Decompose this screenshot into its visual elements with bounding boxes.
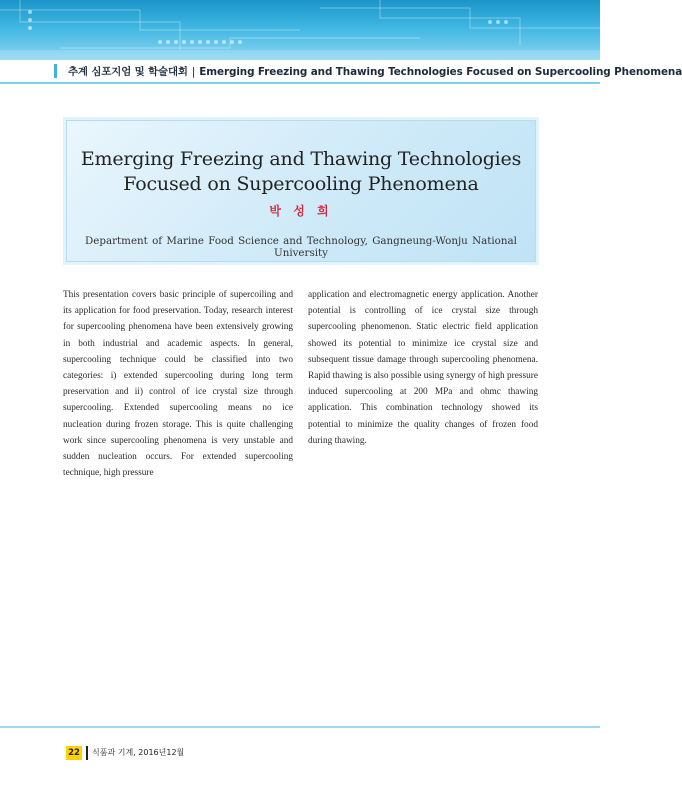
header-section-english: Emerging Freezing and Thawing Technologies Focused on Supercooling Phenomena [199, 66, 682, 78]
page-number: 22 [66, 746, 82, 760]
footer-divider [0, 726, 600, 728]
article-title [67, 147, 535, 197]
banner-pattern-graphic [0, 0, 600, 60]
running-header [68, 63, 682, 78]
author-affiliation: Department of Marine Food Science and Technology, Gangneung-Wonju National University [85, 235, 517, 259]
header-banner [0, 0, 600, 60]
header-separator: | [191, 66, 196, 78]
body-column-left: This presentation covers basic principle of supercoiling and its application for food preservation. Today, research interest for supercooling phenomena have been extensively growing in both industrial and academic aspects. In general, supercooling technique could be classified into two categories: i) extended supercooling during long term preservation and ii) control of ice crystal size through supercooling. Extended supercooling means no ice nucleation during frozen storage. This is quite challenging work since supercooling phenomena is very unstable and sudden nucleation occurs. For extended supercooling technique, high pressure [63, 290, 293, 479]
body-column-right: application and electromagnetic energy application. Another potential is controlling of ice crystal size through supercooling phenomenon. Static electric field application showed its potential to minimize ice crystal size and subsequent tissue damage through supercooling phenomena. Rapid thawing is also possible using synergy of high pressure induced supercooling at 200 MPa and ohmc thawing application. This combination technology showed its potential to minimize the quality changes of frozen food during thawing. [308, 290, 538, 446]
journal-info: 식품과 기계, 2016년12월 [92, 748, 185, 757]
title-line-1: Emerging Freezing and Thawing Technologies [80, 148, 522, 170]
title-box [66, 120, 536, 262]
author-name: 박 성 희 [269, 204, 333, 218]
header-section-korean: 추계 심포지엄 및 학술대회 [68, 66, 188, 78]
footer-separator [86, 746, 88, 760]
title-line-2: Focused on Supercooling Phenomena [123, 173, 479, 195]
header-accent-mark [54, 64, 57, 78]
